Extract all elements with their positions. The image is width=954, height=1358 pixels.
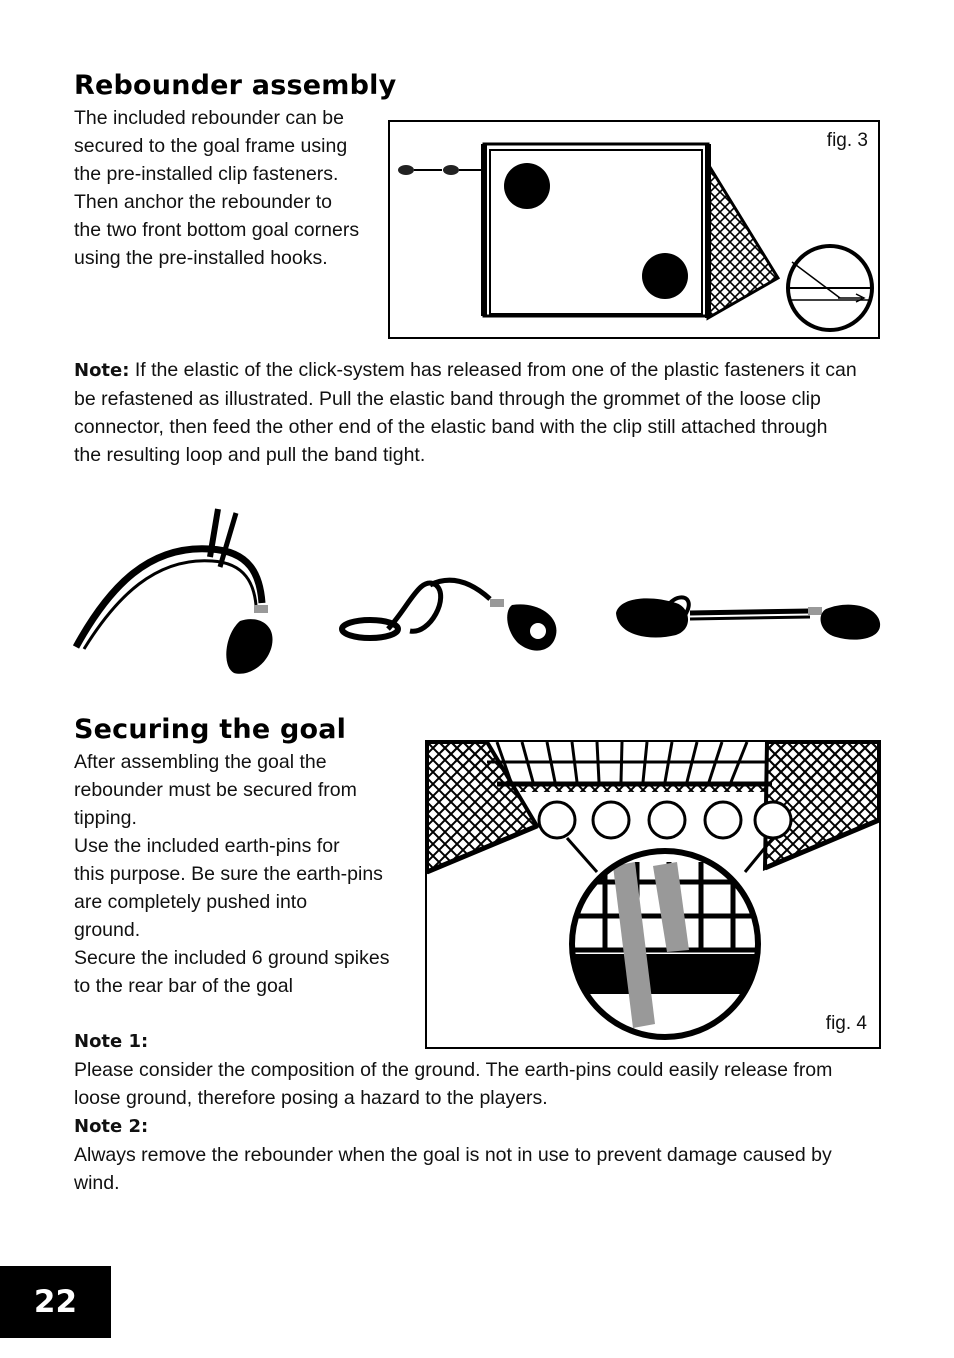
note-1-label: Note 1: xyxy=(74,1031,149,1052)
text-line: this purpose. Be sure the earth-pins xyxy=(74,863,383,885)
text-line: Secure the included 6 ground spikes xyxy=(74,947,390,969)
text-line: loose ground, therefore posing a hazard to the players. xyxy=(74,1087,548,1109)
figure-3 xyxy=(388,120,880,339)
note-label: Note: xyxy=(74,360,130,381)
text-line: After assembling the goal the xyxy=(74,751,327,773)
text-line: the pre-installed clip fasteners. xyxy=(74,163,339,185)
note-paragraph xyxy=(74,356,884,469)
text-line: using the pre-installed hooks. xyxy=(74,247,328,269)
text-line: the resulting loop and pull the band tight. xyxy=(74,444,426,466)
text-line: be refastened as illustrated. Pull the elastic band through the grommet of the loose clip xyxy=(74,388,821,410)
text-line: are completely pushed into xyxy=(74,891,308,913)
fig-3-label: fig. 3 xyxy=(826,130,868,151)
fig-4-label: fig. 4 xyxy=(825,1013,867,1034)
securing-goal-text xyxy=(74,748,389,1000)
heading-securing-the-goal: Securing the goal xyxy=(74,714,347,745)
text-line: secured to the goal frame using xyxy=(74,135,348,157)
elastic-step-1 xyxy=(76,509,273,674)
elastic-step-2 xyxy=(342,580,556,650)
elastic-refasten-illustrations xyxy=(70,505,890,685)
figure-4 xyxy=(425,740,881,1049)
text-line: ground. xyxy=(74,919,141,941)
text-line: Always remove the rebounder when the goal is not in use to prevent damage caused by xyxy=(74,1144,832,1166)
text-line: If the elastic of the click-system has released from one of the plastic fasteners it can xyxy=(129,359,857,381)
notes-block xyxy=(74,1027,894,1197)
note-2-label: Note 2: xyxy=(74,1116,149,1137)
text-line: rebounder must be secured from xyxy=(74,779,357,801)
text-line: to the rear bar of the goal xyxy=(74,975,293,997)
goal-rebounder-illustration xyxy=(390,122,878,337)
elastic-step-3 xyxy=(616,597,880,639)
text-line: wind. xyxy=(74,1172,120,1194)
text-line: Please consider the composition of the ground. The earth-pins could easily release from xyxy=(74,1059,833,1081)
text-line: tipping. xyxy=(74,807,137,829)
page-number: 22 xyxy=(0,1266,111,1338)
rebounder-assembly-text xyxy=(74,104,359,272)
text-line: The included rebounder can be xyxy=(74,107,344,129)
text-line: the two front bottom goal corners xyxy=(74,219,360,241)
text-line: connector, then feed the other end of the elastic band with the clip still attached through xyxy=(74,416,828,438)
heading-rebounder-assembly: Rebounder assembly xyxy=(74,70,397,101)
text-line: Then anchor the rebounder to xyxy=(74,191,333,213)
text-line: Use the included earth-pins for xyxy=(74,835,340,857)
ground-spikes-illustration xyxy=(427,742,879,1047)
